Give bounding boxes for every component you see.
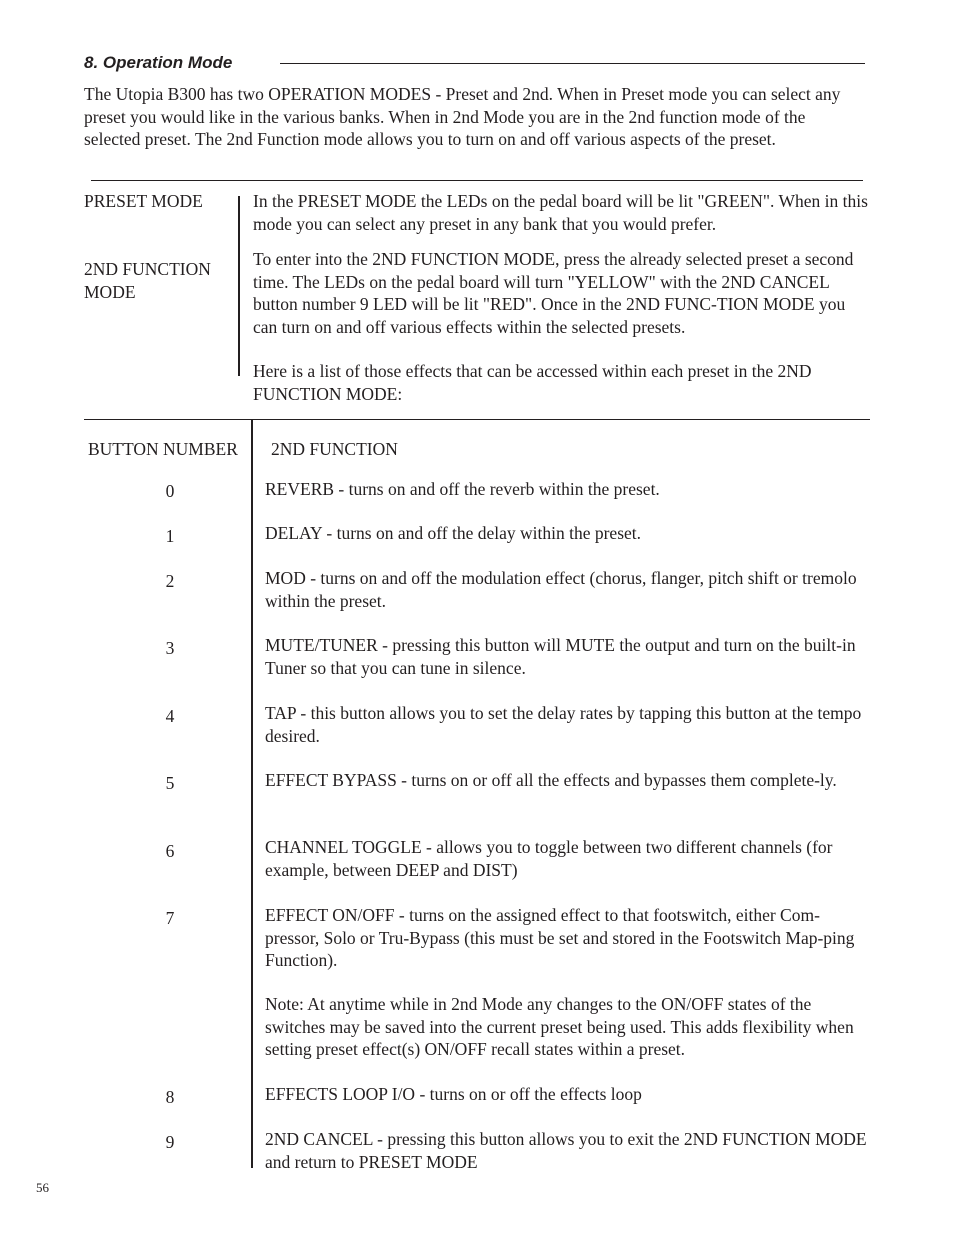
function-text-4: TAP - this button allows you to set the delay rates by tapping this button at the tempo desired. <box>265 703 862 746</box>
intro-paragraph: The Utopia B300 has two OPERATION MODES - Preset and 2nd. When in Preset mode you can select any preset you would like in the various banks. When in 2nd Mode you are in the 2nd function mode of the selected preset. The 2nd Function mode allows you to turn on and off various aspects of the preset. <box>84 84 841 149</box>
button-number-5: 5 <box>165 773 175 793</box>
function-text-2: MOD - turns on and off the modulation effect (chorus, flanger, pitch shift or tremolo within the preset. <box>265 568 857 611</box>
function-text-7: EFFECT ON/OFF - turns on the assigned effect to that footswitch, either Com-pressor, Solo or Tru-Bypass (this must be set and stored in the Footswitch Map-ping Function). <box>265 905 855 970</box>
function-text-1: DELAY - turns on and off the delay within the preset. <box>265 523 642 543</box>
preset-mode-label: PRESET MODE <box>84 191 203 211</box>
function-text-8: EFFECTS LOOP I/O - turns on or off the effects loop <box>265 1084 642 1104</box>
second-function-mode-text: To enter into the 2ND FUNCTION MODE, press the already selected preset a second time. The LEDs on the pedal board will turn "YELLOW" with the 2ND CANCEL button number 9 LED will be lit "RED". Once in the 2ND FUNC-TION MODE you can turn on and off various effects within the selected presets. <box>253 249 854 337</box>
section-title-rule <box>280 63 865 64</box>
button-number-0: 0 <box>165 481 175 501</box>
button-number-1: 1 <box>165 526 175 546</box>
section-title: 8. Operation Mode <box>84 53 233 72</box>
button-number-3: 3 <box>165 638 175 658</box>
second-function-header: 2ND FUNCTION <box>271 439 398 459</box>
second-function-list-intro: Here is a list of those effects that can be accessed within each preset in the 2ND FUNCTION MODE: <box>253 361 812 404</box>
note-paragraph: Note: At anytime while in 2nd Mode any changes to the ON/OFF states of the switches may be saved into the current preset being used. This adds flexibility when setting preset effect(s) ON/OFF recall states within a preset. <box>265 994 854 1059</box>
modes-divider <box>238 196 240 376</box>
table-divider <box>251 420 253 1168</box>
preset-mode-text: In the PRESET MODE the LEDs on the pedal board will be lit "GREEN". When in this mode you can select any preset in any bank that you would prefer. <box>253 191 868 234</box>
table-top-rule <box>84 419 870 420</box>
button-number-header: BUTTON NUMBER <box>88 439 238 459</box>
button-number-9: 9 <box>165 1132 175 1152</box>
function-text-9: 2ND CANCEL - pressing this button allows you to exit the 2ND FUNCTION MODE and return to PRESET MODE <box>265 1129 867 1172</box>
modes-top-rule <box>91 180 863 181</box>
function-text-0: REVERB - turns on and off the reverb within the preset. <box>265 479 660 499</box>
button-number-8: 8 <box>165 1087 175 1107</box>
button-number-7: 7 <box>165 908 175 928</box>
button-number-2: 2 <box>165 571 175 591</box>
page-number: 56 <box>36 1180 49 1195</box>
function-text-6: CHANNEL TOGGLE - allows you to toggle between two different channels (for example, between DEEP and DIST) <box>265 837 833 880</box>
function-text-3: MUTE/TUNER - pressing this button will MUTE the output and turn on the built-in Tuner so that you can tune in silence. <box>265 635 856 678</box>
button-number-6: 6 <box>165 841 175 861</box>
button-number-4: 4 <box>165 706 175 726</box>
second-function-mode-label: 2ND FUNCTION MODE <box>84 259 211 302</box>
function-text-5: EFFECT BYPASS - turns on or off all the effects and bypasses them complete-ly. <box>265 770 837 790</box>
